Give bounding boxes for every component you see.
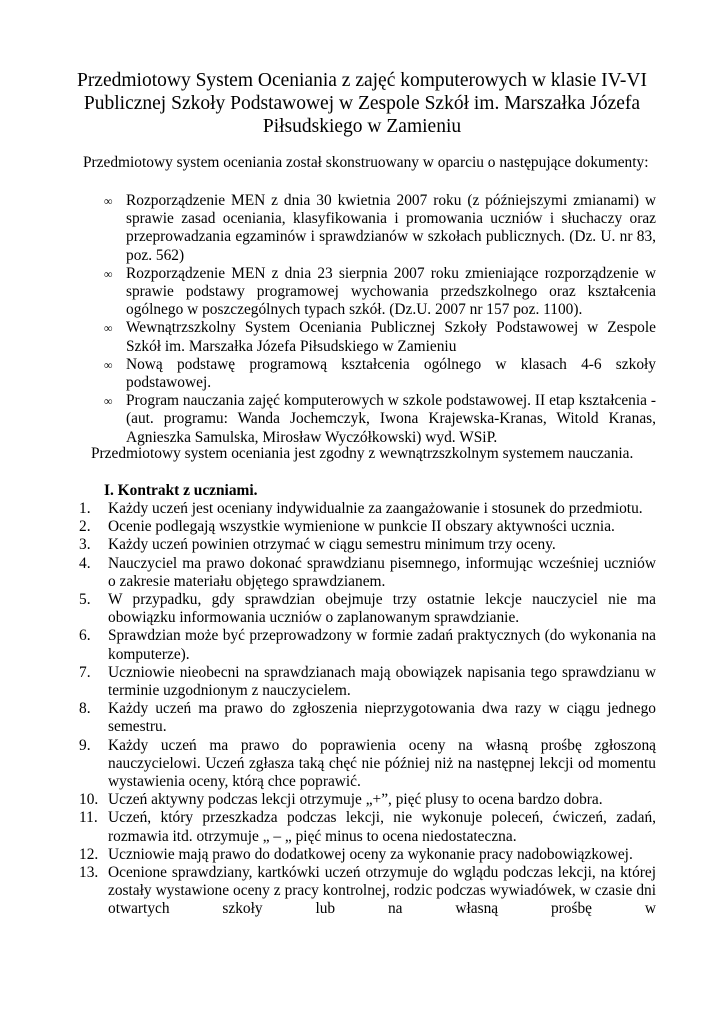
section-heading: I. Kontrakt z uczniami. bbox=[104, 482, 258, 499]
list-item bbox=[0, 591, 656, 627]
source-documents-list bbox=[0, 192, 724, 447]
infinity-bullet-icon: ∞ bbox=[104, 394, 113, 409]
list-item bbox=[0, 265, 656, 320]
list-number: 13. bbox=[79, 864, 99, 882]
list-item bbox=[0, 864, 656, 919]
list-item bbox=[0, 846, 656, 864]
list-item bbox=[0, 356, 656, 392]
document-title bbox=[60, 69, 664, 138]
infinity-bullet-icon: ∞ bbox=[104, 357, 113, 372]
list-item-text: Uczniowie nieobecni na sprawdzianach mają obowiązek napisania tego sprawdzianu w terminie uzgodnionym z nauczycielem. bbox=[108, 663, 656, 700]
list-item-text: Każdy uczeń ma prawo do poprawienia oceny na własną prośbę zgłoszoną nauczycielowi. Uczeń zgłasza taką chęć nie później niż na następnej lekcji od momentu wystawienia oceny, którą chce poprawić. bbox=[108, 736, 656, 791]
list-number: 4. bbox=[79, 554, 91, 572]
list-item-text: Sprawdzian może być przeprowadzony w formie zadań praktycznych (do wykonania na komputerze). bbox=[108, 627, 656, 663]
list-number: 2. bbox=[79, 518, 91, 536]
list-item bbox=[0, 627, 656, 663]
list-item-text: W przypadku, gdy sprawdzian obejmuje trzy ostatnie lekcje nauczyciel nie ma obowiązku informowania uczniów o zaplanowanym sprawdzianie. bbox=[108, 591, 656, 627]
list-item bbox=[0, 664, 656, 700]
list-number: 9. bbox=[79, 736, 91, 754]
list-number: 11. bbox=[79, 809, 98, 827]
list-item-text: Wewnątrzszkolny System Oceniania Publicznej Szkoły Podstawowej w Zespole Szkół im. Marszałka Józefa Piłsudskiego w Zamieniu bbox=[126, 319, 656, 355]
compatibility-statement: Przedmiotowy system oceniania jest zgodny z wewnątrzszkolnym systemem nauczania. bbox=[91, 445, 634, 462]
intro-paragraph: Przedmiotowy system oceniania został skonstruowany w oparciu o następujące dokumenty: bbox=[83, 154, 649, 171]
list-item bbox=[0, 791, 656, 809]
list-number: 10. bbox=[79, 791, 99, 809]
list-item-text: Program nauczania zajęć komputerowych w szkole podstawowej. II etap kształcenia - (aut. programu: Wanda Jochemczyk, Iwona Krajewska-Kranas, Witold Kranas, Agnieszka Samulska, Mirosław Wyczółkowski) wyd. WSiP. bbox=[126, 392, 656, 446]
list-item bbox=[0, 392, 656, 447]
list-item bbox=[0, 809, 656, 845]
list-item-text: Ocenie podlegają wszystkie wymienione w punkcie II obszary aktywności ucznia. bbox=[108, 518, 615, 536]
infinity-bullet-icon: ∞ bbox=[104, 194, 113, 208]
list-item bbox=[0, 700, 656, 736]
list-number: 8. bbox=[79, 700, 91, 718]
list-item bbox=[0, 737, 656, 792]
list-number: 12. bbox=[79, 845, 99, 863]
list-number: 5. bbox=[79, 591, 91, 609]
list-item-text: Uczeń aktywny podczas lekcji otrzymuje „+”, pięć plusy to ocena bardzo dobra. bbox=[108, 791, 603, 809]
list-item bbox=[0, 555, 656, 591]
infinity-bullet-icon: ∞ bbox=[104, 321, 113, 336]
list-item bbox=[0, 319, 656, 355]
title-line: Publicznej Szkoły Podstawowej w Zespole Szkół im. Marszałka Józefa bbox=[83, 93, 641, 114]
list-number: 6. bbox=[79, 627, 91, 645]
list-item-text: Uczeń, który przeszkadza podczas lekcji, nie wykonuje poleceń, ćwiczeń, zadań, rozmawia itd. otrzymuje „ – „ pięć minus to ocena niedostateczna. bbox=[108, 809, 656, 845]
list-number: 7. bbox=[79, 663, 91, 681]
list-item-text: Rozporządzenie MEN z dnia 30 kwietnia 2007 roku (z późniejszymi zmianami) w sprawie zasad oceniania, klasyfikowania i promowania uczniów i słuchaczy oraz przeprowadzania egzaminów i sprawdzianów w szkołach publicznych. (Dz. U. nr 83, poz. 562) bbox=[126, 192, 656, 264]
list-item-text: Nauczyciel ma prawo dokonać sprawdzianu pisemnego, informując wcześniej uczniów o zakresie materiału objętego sprawdzianem. bbox=[108, 554, 656, 590]
title-line: Piłsudskiego w Zamieniu bbox=[262, 116, 462, 137]
infinity-bullet-icon: ∞ bbox=[104, 266, 113, 281]
contract-rules-list bbox=[0, 500, 724, 919]
list-item-text: Ocenione sprawdziany, kartkówki uczeń otrzymuje do wglądu podczas lekcji, na której zostały wystawione oceny z pracy kontrolnej, rodzic podczas wywiadówek, w czasie dni otwartych szkoły lub na własną prośbę w bbox=[108, 864, 656, 918]
list-number: 1. bbox=[79, 500, 91, 517]
list-item-text: Rozporządzenie MEN z dnia 23 sierpnia 2007 roku zmieniające rozporządzenie w sprawie podstawy programowej wychowania przedszkolnego oraz kształcenia ogólnego w poszczególnych typach szkół. (Dz.U. 2007 nr 157 poz. 1100). bbox=[126, 264, 656, 319]
list-item-text: Nową podstawę programową kształcenia ogólnego w klasach 4-6 szkoły podstawowej. bbox=[126, 355, 656, 392]
list-item-text: Uczniowie mają prawo do dodatkowej oceny za wykonanie pracy nadobowiązkowej. bbox=[108, 845, 633, 863]
list-item bbox=[0, 500, 656, 518]
list-item-text: Każdy uczeń jest oceniany indywidualnie za zaangażowanie i stosunek do przedmiotu. bbox=[108, 500, 643, 517]
list-item bbox=[0, 192, 656, 265]
list-number: 3. bbox=[79, 536, 91, 554]
list-item bbox=[0, 518, 656, 536]
list-item bbox=[0, 536, 656, 554]
title-line: Przedmiotowy System Oceniania z zajęć komputerowych w klasie IV-VI bbox=[76, 70, 648, 91]
list-item-text: Każdy uczeń ma prawo do zgłoszenia nieprzygotowania dwa razy w ciągu jednego semestru. bbox=[108, 700, 656, 736]
list-item-text: Każdy uczeń powinien otrzymać w ciągu semestru minimum trzy oceny. bbox=[108, 536, 556, 554]
